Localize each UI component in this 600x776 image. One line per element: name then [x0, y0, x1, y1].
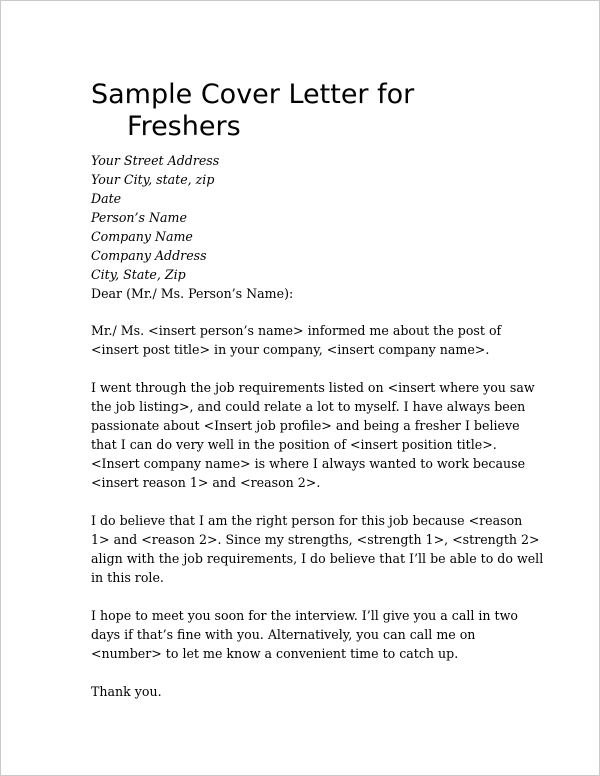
paragraph-line: the job listing>, and could relate a lot to myself. I have always been: [91, 399, 526, 414]
paragraph-line: Thank you.: [91, 684, 162, 699]
page-title: [91, 79, 414, 143]
address-block: [91, 151, 531, 303]
recipient-company-name: Company Name: [91, 229, 193, 244]
title-line-2: Freshers: [127, 111, 241, 142]
paragraph-line: <number> to let me know a convenient time to catch up.: [91, 646, 459, 661]
paragraph-line: that I can do very well in the position of <insert position title>.: [91, 437, 497, 452]
paragraph-line: <insert reason 1> and <reason 2>.: [91, 475, 321, 490]
recipient-city-state-zip: City, State, Zip: [91, 267, 186, 282]
paragraph-line: I went through the job requirements listed on <insert where you saw: [91, 380, 535, 395]
salutation: Dear (Mr./ Ms. Person’s Name):: [91, 286, 294, 301]
paragraph-line: Mr./ Ms. <insert person’s name> informed me about the post of: [91, 323, 502, 338]
paragraph-line: days if that’s fine with you. Alternatively, you can call me on: [91, 627, 476, 642]
paragraph-requirements: [91, 378, 535, 492]
sender-city-state-zip: Your City, state, zip: [91, 172, 215, 187]
recipient-company-address: Company Address: [91, 248, 207, 263]
paragraph-line: align with the job requirements, I do believe that I’ll be able to do well: [91, 551, 544, 566]
recipient-name: Person’s Name: [91, 210, 187, 225]
letter-date: Date: [91, 191, 122, 206]
sender-street-address: Your Street Address: [91, 153, 220, 168]
paragraph-line: 1> and <reason 2>. Since my strengths, <strength 1>, <strength 2>: [91, 532, 540, 547]
paragraph-intro: [91, 321, 531, 359]
paragraph-line: passionate about <Insert job profile> and being a fresher I believe: [91, 418, 520, 433]
paragraph-closing: [91, 606, 531, 663]
paragraph-strengths: [91, 511, 544, 587]
title-line-1: Sample Cover Letter for: [91, 79, 415, 110]
sign-off: [91, 682, 531, 701]
letter-body: [91, 321, 544, 720]
paragraph-line: <insert post title> in your company, <insert company name>.: [91, 342, 490, 357]
paragraph-line: I do believe that I am the right person for this job because <reason: [91, 513, 523, 528]
paragraph-line: in this role.: [91, 570, 164, 585]
paragraph-line: I hope to meet you soon for the interview. I’ll give you a call in two: [91, 608, 518, 623]
paragraph-line: <Insert company name> is where I always wanted to work because: [91, 456, 526, 471]
